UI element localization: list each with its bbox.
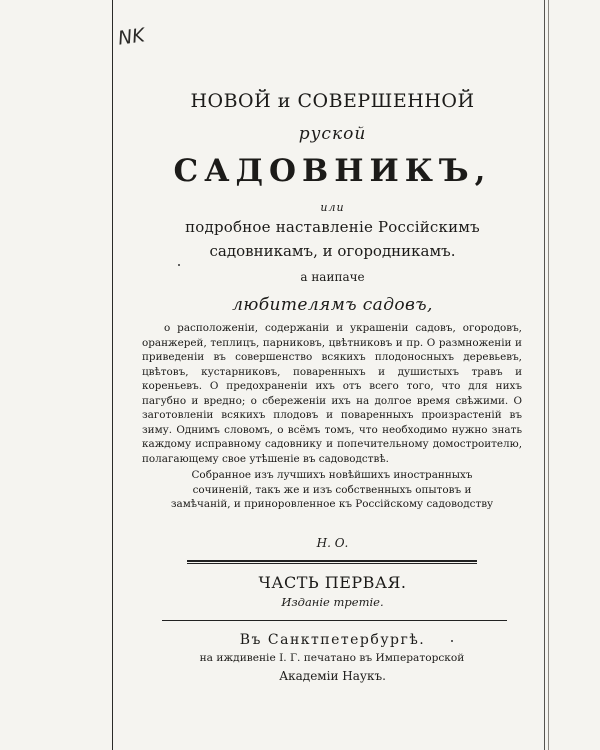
ink-speck xyxy=(178,264,180,266)
edition-line: Изданіе третіе. xyxy=(281,595,384,609)
main-title: САДОВНИКЪ, xyxy=(173,153,492,189)
divider-rule-thin xyxy=(187,563,477,564)
description-paragraph: о расположеніи, содержаніи и украшеніи садовъ, огородовъ, оранжерей, теплицъ, парниковъ, цвѣтниковъ и пр. О размноженіи и приведеніи въ совершенство всякихъ плодоносныхъ деревьевъ, цвѣтовъ, кустарниковъ, поваренныхъ и душистыхъ травъ и кореньевъ. О предохраненіи ихъ отъ всего того, что для нихъ пагубно и вредно; о сбереженіи ихъ на долгое время свѣжими. О заготовленіи всякихъ плодовъ и поваренныхъ произрастеній въ зиму. Однимъ словомъ, о всёмъ томъ, что необходимо нужно знать каждому исправному садовнику и попечительному домостроителю, полагающему свое утѣшеніе въ садоводствѣ. xyxy=(142,322,522,465)
title-line-2: руской xyxy=(298,124,367,144)
subtitle-line-1: подробное наставленіе Россійскимъ xyxy=(185,218,480,236)
page-edge-right xyxy=(544,0,545,750)
title-line-1: НОВОЙ и СОВЕРШЕННОЙ xyxy=(190,90,475,112)
imprint-divider xyxy=(162,620,507,621)
conjunction-ili: или xyxy=(320,201,345,214)
subtitle-line-2: садовникамъ, и огородникамъ. xyxy=(209,242,456,260)
page-edge-right-shadow xyxy=(548,0,549,750)
part-heading: ЧАСТЬ ПЕРВАЯ. xyxy=(258,573,407,592)
napache-line: а наипаче xyxy=(300,270,365,284)
imprint-line-1: на иждивеніе І. Г. печатано въ Императорской xyxy=(199,652,465,664)
collected-paragraph: Собранное изъ лучшихъ новѣйшихъ иностранныхъ сочиненій, такъ же и изъ собственныхъ опытовъ и замѣчаній, и приноровленное къ Россійскому садоводству xyxy=(170,469,494,510)
imprint-line-2: Академіи Наукъ. xyxy=(279,669,386,683)
handwritten-margin-mark: NK xyxy=(116,24,147,50)
publication-place: Въ Санктпетербургѣ. xyxy=(239,632,426,648)
author-initials: Н. О. xyxy=(316,536,349,550)
divider-rule xyxy=(187,560,477,562)
dedication-line: любителямъ садовъ, xyxy=(232,295,433,315)
page-edge-left xyxy=(112,0,113,750)
ink-speck xyxy=(451,640,453,642)
